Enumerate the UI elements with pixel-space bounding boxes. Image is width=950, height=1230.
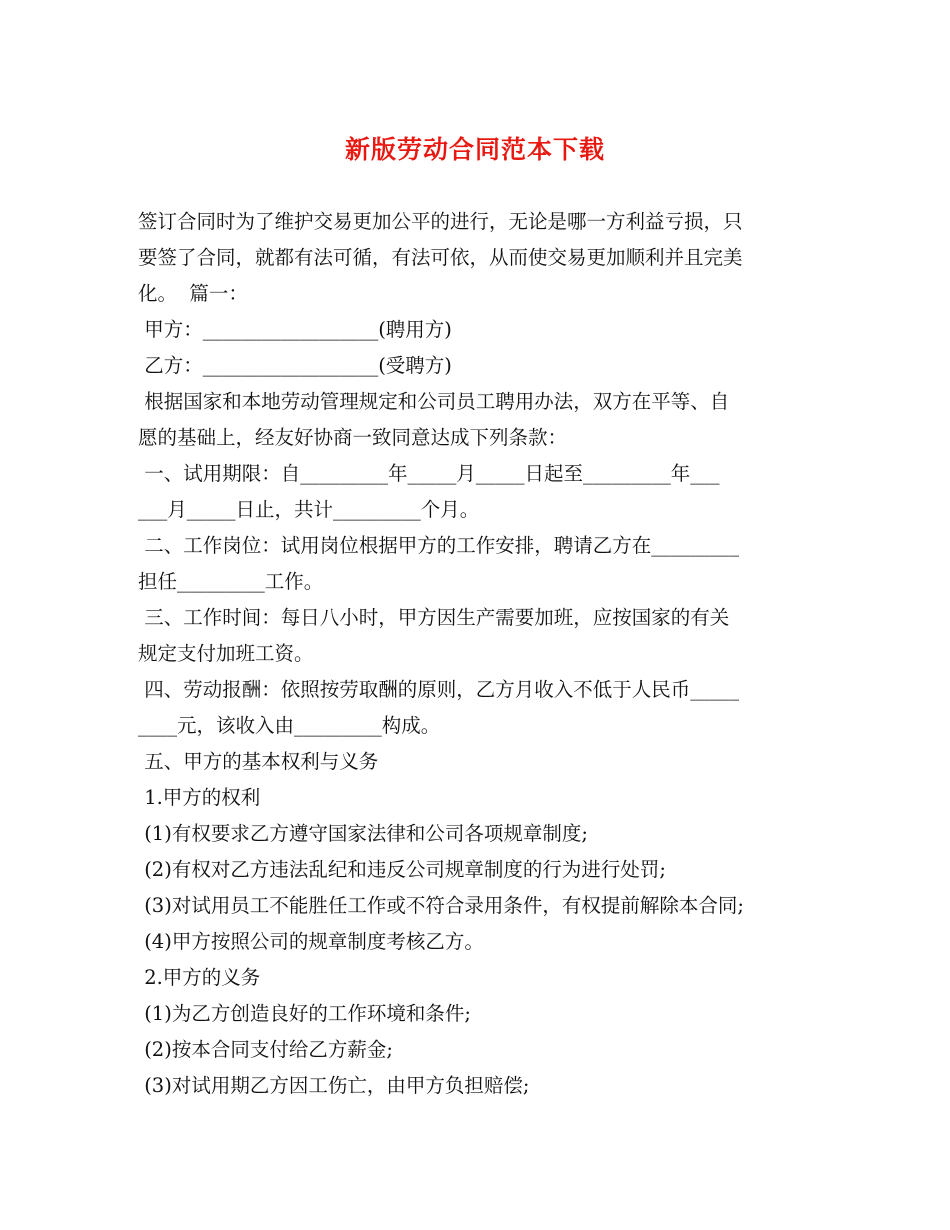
body-line: 根据国家和本地劳动管理规定和公司员工聘用办法，双方在平等、自 bbox=[138, 390, 730, 413]
clause-line: ____元，该收入由_________构成。 bbox=[138, 714, 441, 737]
section-heading: 五、甲方的基本权利与义务 bbox=[138, 750, 379, 773]
party-a-line: 甲方：__________________(聘用方) bbox=[138, 318, 452, 341]
document-body bbox=[138, 204, 828, 1104]
list-item: (2)有权对乙方违法乱纪和违反公司规章制度的行为进行处罚; bbox=[138, 858, 666, 881]
subsection-heading: 1.甲方的权利 bbox=[138, 786, 261, 809]
document-title: 新版劳动合同范本下载 bbox=[344, 135, 605, 164]
list-item: (1)为乙方创造良好的工作环境和条件; bbox=[138, 1002, 471, 1025]
clause-line: 一、试用期限：自_________年_____月_____日起至_________年___ bbox=[138, 462, 720, 485]
list-item: (2)按本合同支付给乙方薪金; bbox=[138, 1038, 393, 1061]
list-item: (3)对试用期乙方因工伤亡，由甲方负担赔偿; bbox=[138, 1074, 530, 1097]
clause-line: 担任_________工作。 bbox=[138, 570, 324, 593]
clause-line: 规定支付加班工资。 bbox=[138, 642, 314, 665]
clause-line: 四、劳动报酬：依照按劳取酬的原则，乙方月收入不低于人民币_____ bbox=[138, 678, 739, 701]
list-item: (3)对试用员工不能胜任工作或不符合录用条件，有权提前解除本合同; bbox=[138, 894, 744, 917]
subsection-heading: 2.甲方的义务 bbox=[138, 966, 261, 989]
clause-line: 二、工作岗位：试用岗位根据甲方的工作安排，聘请乙方在_________ bbox=[138, 534, 739, 557]
body-line: 签订合同时为了维护交易更加公平的进行，无论是哪一方利益亏损，只 bbox=[138, 210, 743, 233]
list-item: (4)甲方按照公司的规章制度考核乙方。 bbox=[138, 930, 484, 953]
clause-line: ___月_____日止，共计_________个月。 bbox=[138, 498, 480, 521]
list-item: (1)有权要求乙方遵守国家法律和公司各项规章制度; bbox=[138, 822, 588, 845]
body-line: 化。 篇一： bbox=[138, 282, 248, 305]
body-line: 愿的基础上，经友好协商一致同意达成下列条款： bbox=[138, 426, 568, 449]
party-b-line: 乙方：__________________(受聘方) bbox=[138, 354, 452, 377]
body-line: 要签了合同，就都有法可循，有法可依，从而使交易更加顺利并且完美 bbox=[138, 246, 743, 269]
clause-line: 三、工作时间：每日八小时，甲方因生产需要加班，应按国家的有关 bbox=[138, 606, 730, 629]
